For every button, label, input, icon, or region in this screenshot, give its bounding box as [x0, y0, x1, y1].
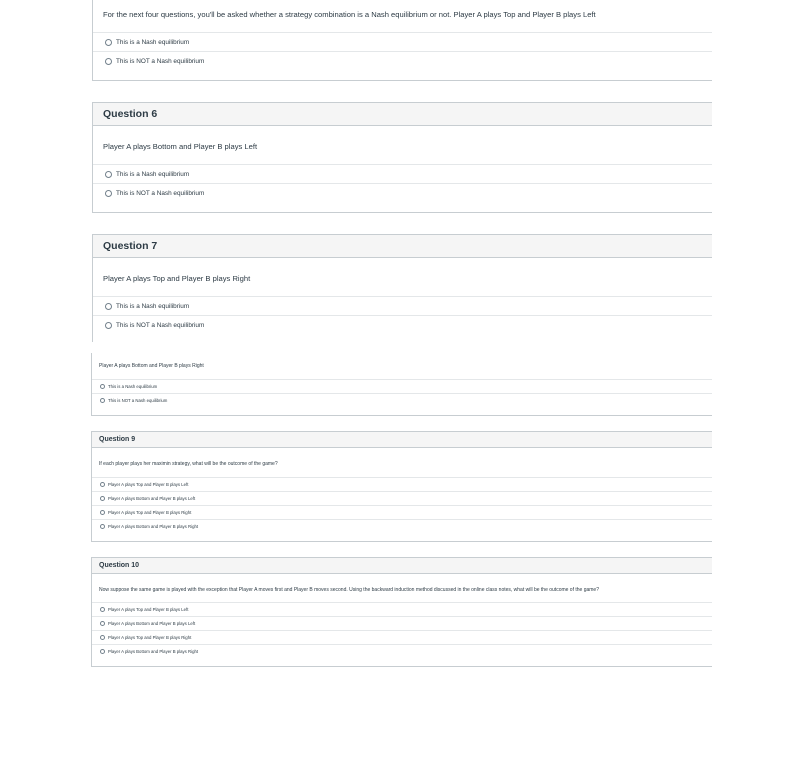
answer-option[interactable]	[93, 51, 712, 70]
radio-button[interactable]	[100, 384, 105, 389]
answer-option[interactable]	[93, 32, 712, 51]
answer-label: Player A plays Bottom and Player B plays Right	[108, 524, 199, 529]
answer-option[interactable]	[92, 644, 712, 658]
question-block-7	[92, 234, 712, 342]
question-block-8	[91, 353, 712, 416]
radio-button[interactable]	[100, 621, 105, 626]
radio-button[interactable]	[105, 303, 112, 310]
radio-button[interactable]	[100, 607, 105, 612]
question-title: Question 6	[93, 102, 712, 126]
answer-label: This is NOT a Nash equilibrium	[116, 189, 205, 197]
radio-button[interactable]	[105, 322, 112, 329]
radio-button[interactable]	[105, 39, 112, 46]
question-prompt: For the next four questions, you'll be asked whether a strategy combination is a Nash equilibrium or not. Player A plays Top and Player B plays Left	[103, 10, 596, 19]
answer-label: Player A plays Top and Player B plays Right	[108, 510, 192, 515]
answer-label: Player A plays Bottom and Player B plays Left	[108, 621, 196, 626]
question-block-10	[91, 557, 712, 667]
answer-option[interactable]	[92, 491, 712, 505]
question-prompt: Player A plays Bottom and Player B plays Left	[103, 142, 258, 151]
answer-label: This is NOT a Nash equilibrium	[116, 321, 205, 329]
answer-label: Player A plays Bottom and Player B plays Right	[108, 649, 199, 654]
question-title: Question 10	[92, 557, 712, 574]
answer-label: Player A plays Top and Player B plays Right	[108, 635, 192, 640]
radio-button[interactable]	[100, 524, 105, 529]
radio-button[interactable]	[100, 510, 105, 515]
question-title: Question 9	[92, 431, 712, 448]
answer-option[interactable]	[92, 519, 712, 533]
answer-option[interactable]	[93, 183, 712, 202]
question-prompt: If each player plays her maximin strategy, what will be the outcome of the game?	[99, 461, 278, 467]
answer-option[interactable]	[92, 477, 712, 491]
radio-button[interactable]	[105, 190, 112, 197]
question-prompt: Now suppose the same game is played with the exception that Player A moves first and Player B moves second. Using the backward induction method discussed in the online class notes, what will be the outcome of the game?	[99, 587, 599, 593]
radio-button[interactable]	[105, 58, 112, 65]
answer-label: Player A plays Bottom and Player B plays Left	[108, 496, 196, 501]
answer-option[interactable]	[93, 315, 712, 334]
question-prompt: Player A plays Top and Player B plays Right	[103, 274, 251, 283]
answer-option[interactable]	[93, 296, 712, 315]
radio-button[interactable]	[100, 482, 105, 487]
question-block-6	[92, 102, 712, 213]
answer-label: This is a Nash equilibrium	[108, 384, 158, 389]
answer-option[interactable]	[92, 616, 712, 630]
radio-button[interactable]	[100, 496, 105, 501]
answer-label: This is a Nash equilibrium	[116, 170, 190, 178]
answer-option[interactable]	[92, 393, 712, 407]
question-block-intro	[92, 0, 712, 81]
question-block-9	[91, 431, 712, 542]
answer-label: This is a Nash equilibrium	[116, 302, 190, 310]
answer-option[interactable]	[92, 630, 712, 644]
answer-label: Player A plays Top and Player B plays Left	[108, 482, 189, 487]
answer-option[interactable]	[92, 602, 712, 616]
radio-button[interactable]	[105, 171, 112, 178]
radio-button[interactable]	[100, 649, 105, 654]
answer-option[interactable]	[92, 505, 712, 519]
radio-button[interactable]	[100, 398, 105, 403]
answer-label: Player A plays Top and Player B plays Left	[108, 607, 189, 612]
answer-option[interactable]	[93, 164, 712, 183]
answer-label: This is NOT a Nash equilibrium	[108, 398, 168, 403]
question-title: Question 7	[93, 234, 712, 258]
answer-label: This is NOT a Nash equilibrium	[116, 57, 205, 65]
radio-button[interactable]	[100, 635, 105, 640]
answer-option[interactable]	[92, 379, 712, 393]
answer-label: This is a Nash equilibrium	[116, 38, 190, 46]
question-prompt: Player A plays Bottom and Player B plays Right	[99, 363, 204, 369]
